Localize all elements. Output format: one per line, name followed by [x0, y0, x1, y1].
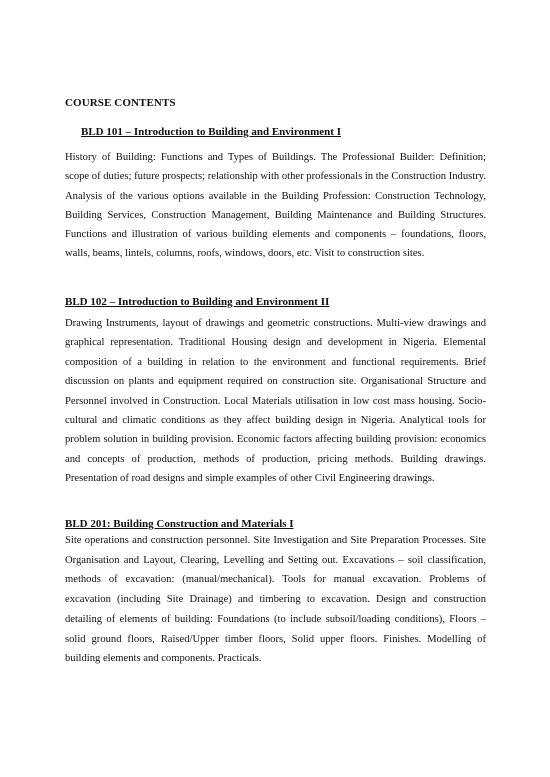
section-title-bld101: BLD 101 – Introduction to Building and Environment I — [81, 126, 341, 138]
section-title-bld201: BLD 201: Building Construction and Materials I — [65, 518, 294, 530]
section-title-bld102: BLD 102 – Introduction to Building and Environment II — [65, 296, 330, 308]
section-body-bld201: Site operations and construction personnel. Site Investigation and Site Preparation Processes. Site Organisation and Layout, Clearing, Levelling and Setting out. Excavations – soil classification, methods of excavation: (manual/mechanical). Tools for manual excavation. Problems of excavation (including Site Drainage) and timbering to excavation. Design and construction detailing of elements of building: Foundations (to include subsoil/loading conditions), Floors – solid ground floors, Raised/Upper timber floors, Solid upper floors. Finishes. Modelling of building elements and components. Practicals. — [65, 535, 486, 665]
section-body-bld102: Drawing Instruments, layout of drawings and geometric constructions. Multi-view drawings and graphical representation. Traditional Housing design and development in Nigeria. Elemental composition of a building in relation to the environment and functional requirements. Brief discussion on plants and equipment required on construction site. Organisational Structure and Personnel involved in Construction. Local Materials utilisation in low cost mass housing. Socio-cultural and climatic conditions as they affect building design in Nigeria. Analytical tools for problem solution in building provision. Economic factors affecting building provision: economics and concepts of production, methods of production, pricing methods. Building drawings. Presentation of road designs and simple examples of other Civil Engineering drawings. — [65, 318, 486, 485]
page-heading: COURSE CONTENTS — [65, 97, 176, 109]
section-body-bld101: History of Building: Functions and Types of Buildings. The Professional Builder: Definition; scope of duties; future prospects; relationship with other professionals in the Construction Industry. Analysis of the various options available in the Building Profession: Construction Technology, Building Services, Construction Management, Building Maintenance and Building Structures. Functions and illustration of various building elements and components – foundations, floors, walls, beams, lintels, columns, roofs, windows, doors, etc. Visit to construction sites. — [65, 152, 486, 260]
